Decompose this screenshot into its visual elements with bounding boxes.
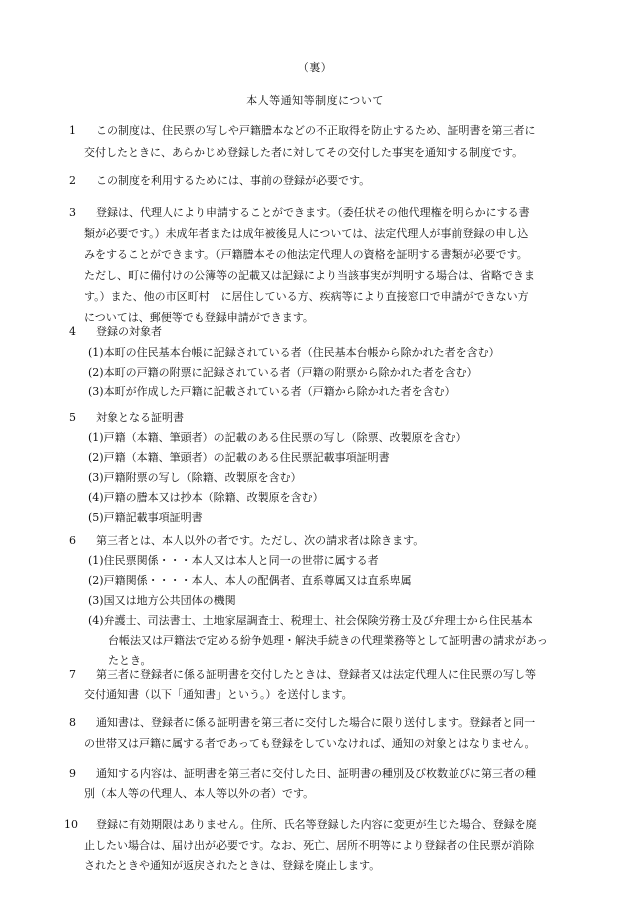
item-number: 2 xyxy=(69,174,76,187)
sub-item-line: (3)戸籍附票の写し（除籍、改製原を含む） xyxy=(88,471,302,484)
item-text-line: 第三者に登録者に係る証明書を交付したときは、登録者又は法定代理人に住民票の写し等 xyxy=(96,668,536,681)
item-text-line: については、郵便等でも登録申請ができます。 xyxy=(84,311,314,324)
sub-item-line: (4)弁護士、司法書士、土地家屋調査士、税理士、社会保険労務士及び弁理士から住民基本 xyxy=(88,614,533,627)
sub-item-line: (1)本町の住民基本台帳に記録されている者（住民基本台帳から除かれた者を含む） xyxy=(88,346,500,359)
sub-item-line: 台帳法又は戸籍法で定める紛争処理・解決手続きの代理業務等として証明書の請求があっ xyxy=(108,634,548,647)
item-number: 6 xyxy=(69,534,76,547)
item-text-line: 登録に有効期限はありません。住所、氏名等登録した内容に変更が生じた場合、登録を廃 xyxy=(96,818,537,831)
sub-item-line: (1)住民票関係・・・本人又は本人と同一の世帯に属する者 xyxy=(88,554,379,567)
item-text-line: されたときや通知が返戻されたときは、登録を廃止します。 xyxy=(84,859,381,872)
item-text-line: 通知書は、登録者に係る証明書を第三者に交付した場合に限り送付します。登録者と同一 xyxy=(96,716,536,729)
item-text-line: 第三者とは、本人以外の者です。ただし、次の請求者は除きます。 xyxy=(96,534,425,547)
item-number: 5 xyxy=(69,411,76,424)
item-text-line: 交付通知書（以下「通知書」という。）を送付します。 xyxy=(84,688,353,701)
sub-item-line: (2)本町の戸籍の附票に記録されている者（戸籍の附票から除かれた者を含む） xyxy=(88,366,478,379)
sub-item-line: (5)戸籍記載事項証明書 xyxy=(88,511,203,524)
item-number: 3 xyxy=(69,206,76,219)
item-text-line: す。）また、他の市区町村 に居住している方、疾病等により直接窓口で申請ができない方 xyxy=(84,290,529,303)
item-number: 10 xyxy=(64,818,78,831)
sub-item-line: (1)戸籍（本籍、筆頭者）の記載のある住民票の写し（除票、改製原を含む） xyxy=(88,431,467,444)
item-text-line: この制度は、住民票の写しや戸籍謄本などの不正取得を防止するため、証明書を第三者に xyxy=(96,124,536,137)
item-text-line: 交付したときに、あらかじめ登録した者に対してその交付した事実を通知する制度です。 xyxy=(84,146,524,159)
sub-item-line: たとき。 xyxy=(108,654,152,667)
item-text-line: 別（本人等の代理人、本人等以外の者）です。 xyxy=(84,787,315,800)
document-title: 本人等通知等制度について xyxy=(246,94,384,107)
item-text-line: 登録は、代理人により申請することができます。（委任状その他代理権を明らかにする書 xyxy=(96,206,530,219)
item-text-line: 類が必要です。）未成年者または成年被後見人については、法定代理人が事前登録の申し込 xyxy=(84,227,529,240)
item-text-line: この制度を利用するためには、事前の登録が必要です。 xyxy=(96,174,371,187)
sub-item-line: (2)戸籍（本籍、筆頭者）の記載のある住民票記載事項証明書 xyxy=(88,451,390,464)
item-text-line: 対象となる証明書 xyxy=(96,411,184,424)
item-text-line: 通知する内容は、証明書を第三者に交付した日、証明書の種別及び枚数並びに第三者の種 xyxy=(96,767,536,780)
item-number: 9 xyxy=(69,767,76,780)
item-text-line: ただし、町に備付けの公簿等の記載又は記録により当該事実が判明する場合は、省略できま xyxy=(84,269,535,282)
item-number: 1 xyxy=(69,124,76,137)
item-number: 4 xyxy=(69,325,76,338)
item-text-line: 止したい場合は、届け出が必要です。なお、死亡、居所不明等により登録者の住民票が消除 xyxy=(84,839,535,852)
sub-item-line: (3)国又は地方公共団体の機関 xyxy=(88,594,236,607)
back-side-marker: （裏） xyxy=(297,61,333,74)
item-text-line: の世帯又は戸籍に属する者であっても登録をしていなければ、通知の対象とはなりません。 xyxy=(84,737,536,750)
item-number: 8 xyxy=(69,716,76,729)
sub-item-line: (4)戸籍の謄本又は抄本（除籍、改製原を含む） xyxy=(88,491,324,504)
item-text-line: みをすることができます。（戸籍謄本その他法定代理人の資格を証明する書類が必要です。 xyxy=(84,248,528,261)
sub-item-line: (3)本町が作成した戸籍に記載されている者（戸籍から除かれた者を含む） xyxy=(88,385,456,398)
item-number: 7 xyxy=(69,668,76,681)
sub-item-line: (2)戸籍関係・・・・本人、本人の配偶者、直系尊属又は直系卑属 xyxy=(88,574,412,587)
item-text-line: 登録の対象者 xyxy=(96,325,162,338)
